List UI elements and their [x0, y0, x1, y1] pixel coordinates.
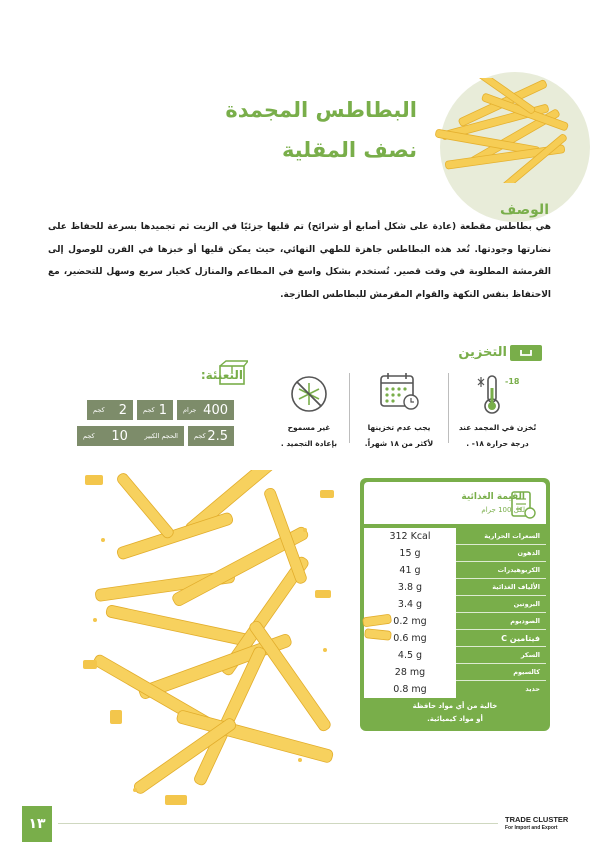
product-title-line2: نصف المقلية [281, 138, 417, 162]
package-unit: جرام [183, 406, 197, 414]
package-amount: 1 [158, 402, 167, 418]
fries-main-image [75, 470, 365, 810]
divider [448, 373, 449, 443]
calendar-icon [375, 370, 425, 415]
nutrition-row [364, 579, 546, 596]
nutrition-value: 0.8 mg [364, 681, 456, 698]
package-amount: 2.5 [207, 428, 228, 444]
package-option-10kg [77, 426, 184, 446]
nutrition-label: الألياف الغذائية [492, 583, 540, 591]
package-unit: كجم [194, 432, 206, 440]
package-unit: كجم [83, 432, 95, 440]
nutrition-label: حديد [525, 685, 540, 693]
nutrition-value: 312 Kcal [364, 528, 456, 545]
nutrition-value: 15 g [364, 545, 456, 562]
page-number: ١٣ [22, 806, 52, 842]
nutrition-value: 4.5 g [364, 647, 456, 664]
nutrition-footer [364, 700, 546, 727]
nutrition-title: القيمة الغذائية [461, 492, 525, 502]
nutrition-label: السعرات الحرارية [484, 532, 540, 540]
package-amount: 2 [118, 402, 127, 418]
nutrition-label: السكر [520, 651, 540, 659]
nutrition-row [364, 647, 546, 664]
footer-divider [58, 823, 498, 824]
nutrition-label: كالسيوم [513, 668, 540, 676]
nutrition-footer-line1: خالية من أي مواد حافظة [412, 702, 498, 710]
storage-item-3-line1: غير مسموح [287, 423, 331, 432]
storage-item-2-line2: لأكثر من ١٨ شهراً. [364, 438, 434, 448]
nutrition-label: الكربوهيدرات [497, 566, 540, 574]
package-unit: كجم [143, 406, 155, 414]
storage-item-3 [270, 420, 348, 452]
nutrition-label: فيتامين C [501, 634, 540, 643]
storage-item-1-line2: درجة حرارة ١٨- . [466, 438, 529, 448]
storage-item-2-line1: يجب عدم تخزينها [367, 423, 431, 432]
nutrition-row [364, 664, 546, 681]
nutrition-value: 0.6 mg [364, 630, 456, 647]
no-refreeze-icon [287, 372, 331, 416]
package-amount: 10 [111, 428, 128, 444]
storage-badge-icon [510, 345, 542, 361]
nutrition-row [364, 681, 546, 698]
nutrition-value: 41 g [364, 562, 456, 579]
nutrition-value: 28 mg [364, 664, 456, 681]
nutrition-row [364, 596, 546, 613]
package-unit: كجم [93, 406, 105, 414]
nutrition-value: 3.4 g [364, 596, 456, 613]
nutrition-row [364, 528, 546, 545]
storage-title: التخزين [458, 345, 507, 360]
description-heading: الوصف [499, 202, 549, 218]
nutrition-value: 0.2 mg [364, 613, 456, 630]
temperature-label: -18 [505, 377, 520, 386]
nutrition-label: البروتين [513, 600, 540, 608]
storage-item-3-line2: بإعادة التجميد . [280, 438, 338, 448]
nutrition-row [364, 545, 546, 562]
package-amount: 400 [203, 402, 228, 418]
nutrition-label: الدهون [517, 549, 540, 557]
divider [349, 373, 350, 443]
nutrition-value: 3.8 g [364, 579, 456, 596]
brand-logo-text: TRADE CLUSTER [505, 815, 569, 824]
package-option-2kg [87, 400, 133, 420]
fries-header-image [425, 78, 585, 183]
storage-item-1 [455, 420, 540, 452]
package-option-400g [177, 400, 234, 420]
storage-item-2 [355, 420, 443, 452]
package-option-2-5kg [188, 426, 234, 446]
nutrition-label: الصوديوم [510, 617, 540, 625]
nutrition-row [364, 562, 546, 579]
nutrition-subtitle: لكل 100 جرام [481, 506, 525, 514]
product-title-line1: البطاطس المجمدة [225, 98, 417, 122]
packaging-title: التعبئة: [200, 368, 243, 382]
storage-item-1-line1: تُخزن في المجمد عند [458, 423, 537, 432]
package-option-1kg [137, 400, 173, 420]
package-size-label: الحجم الكبير [144, 432, 178, 440]
description-text: هي بطاطس مقطعة (عادة على شكل أصابع أو شرائح) تم قليها جزئيًا في الزيت ثم تجميدها بسرعة للحفاظ على نضارتها وجودتها. تُعد هذه البطاطس جاهزة للطهي النهائي، حيث يمكن قليها أو خبزها في الفرن للوصول إلى القرمشة المطلوبة في وقت قصير. تُستخدم بشكل واسع في المطاعم والمنازل كخيار سريع وسهل للتحضير، مع الاحتفاظ بنفس النكهة والقوام المقرمش للبطاطس الطازجة. [48, 222, 551, 300]
nutrition-footer-line2: أو مواد كيميائية. [427, 715, 483, 724]
brand-tagline: For Import and Export [505, 825, 558, 831]
fry-piece-image [360, 612, 398, 646]
